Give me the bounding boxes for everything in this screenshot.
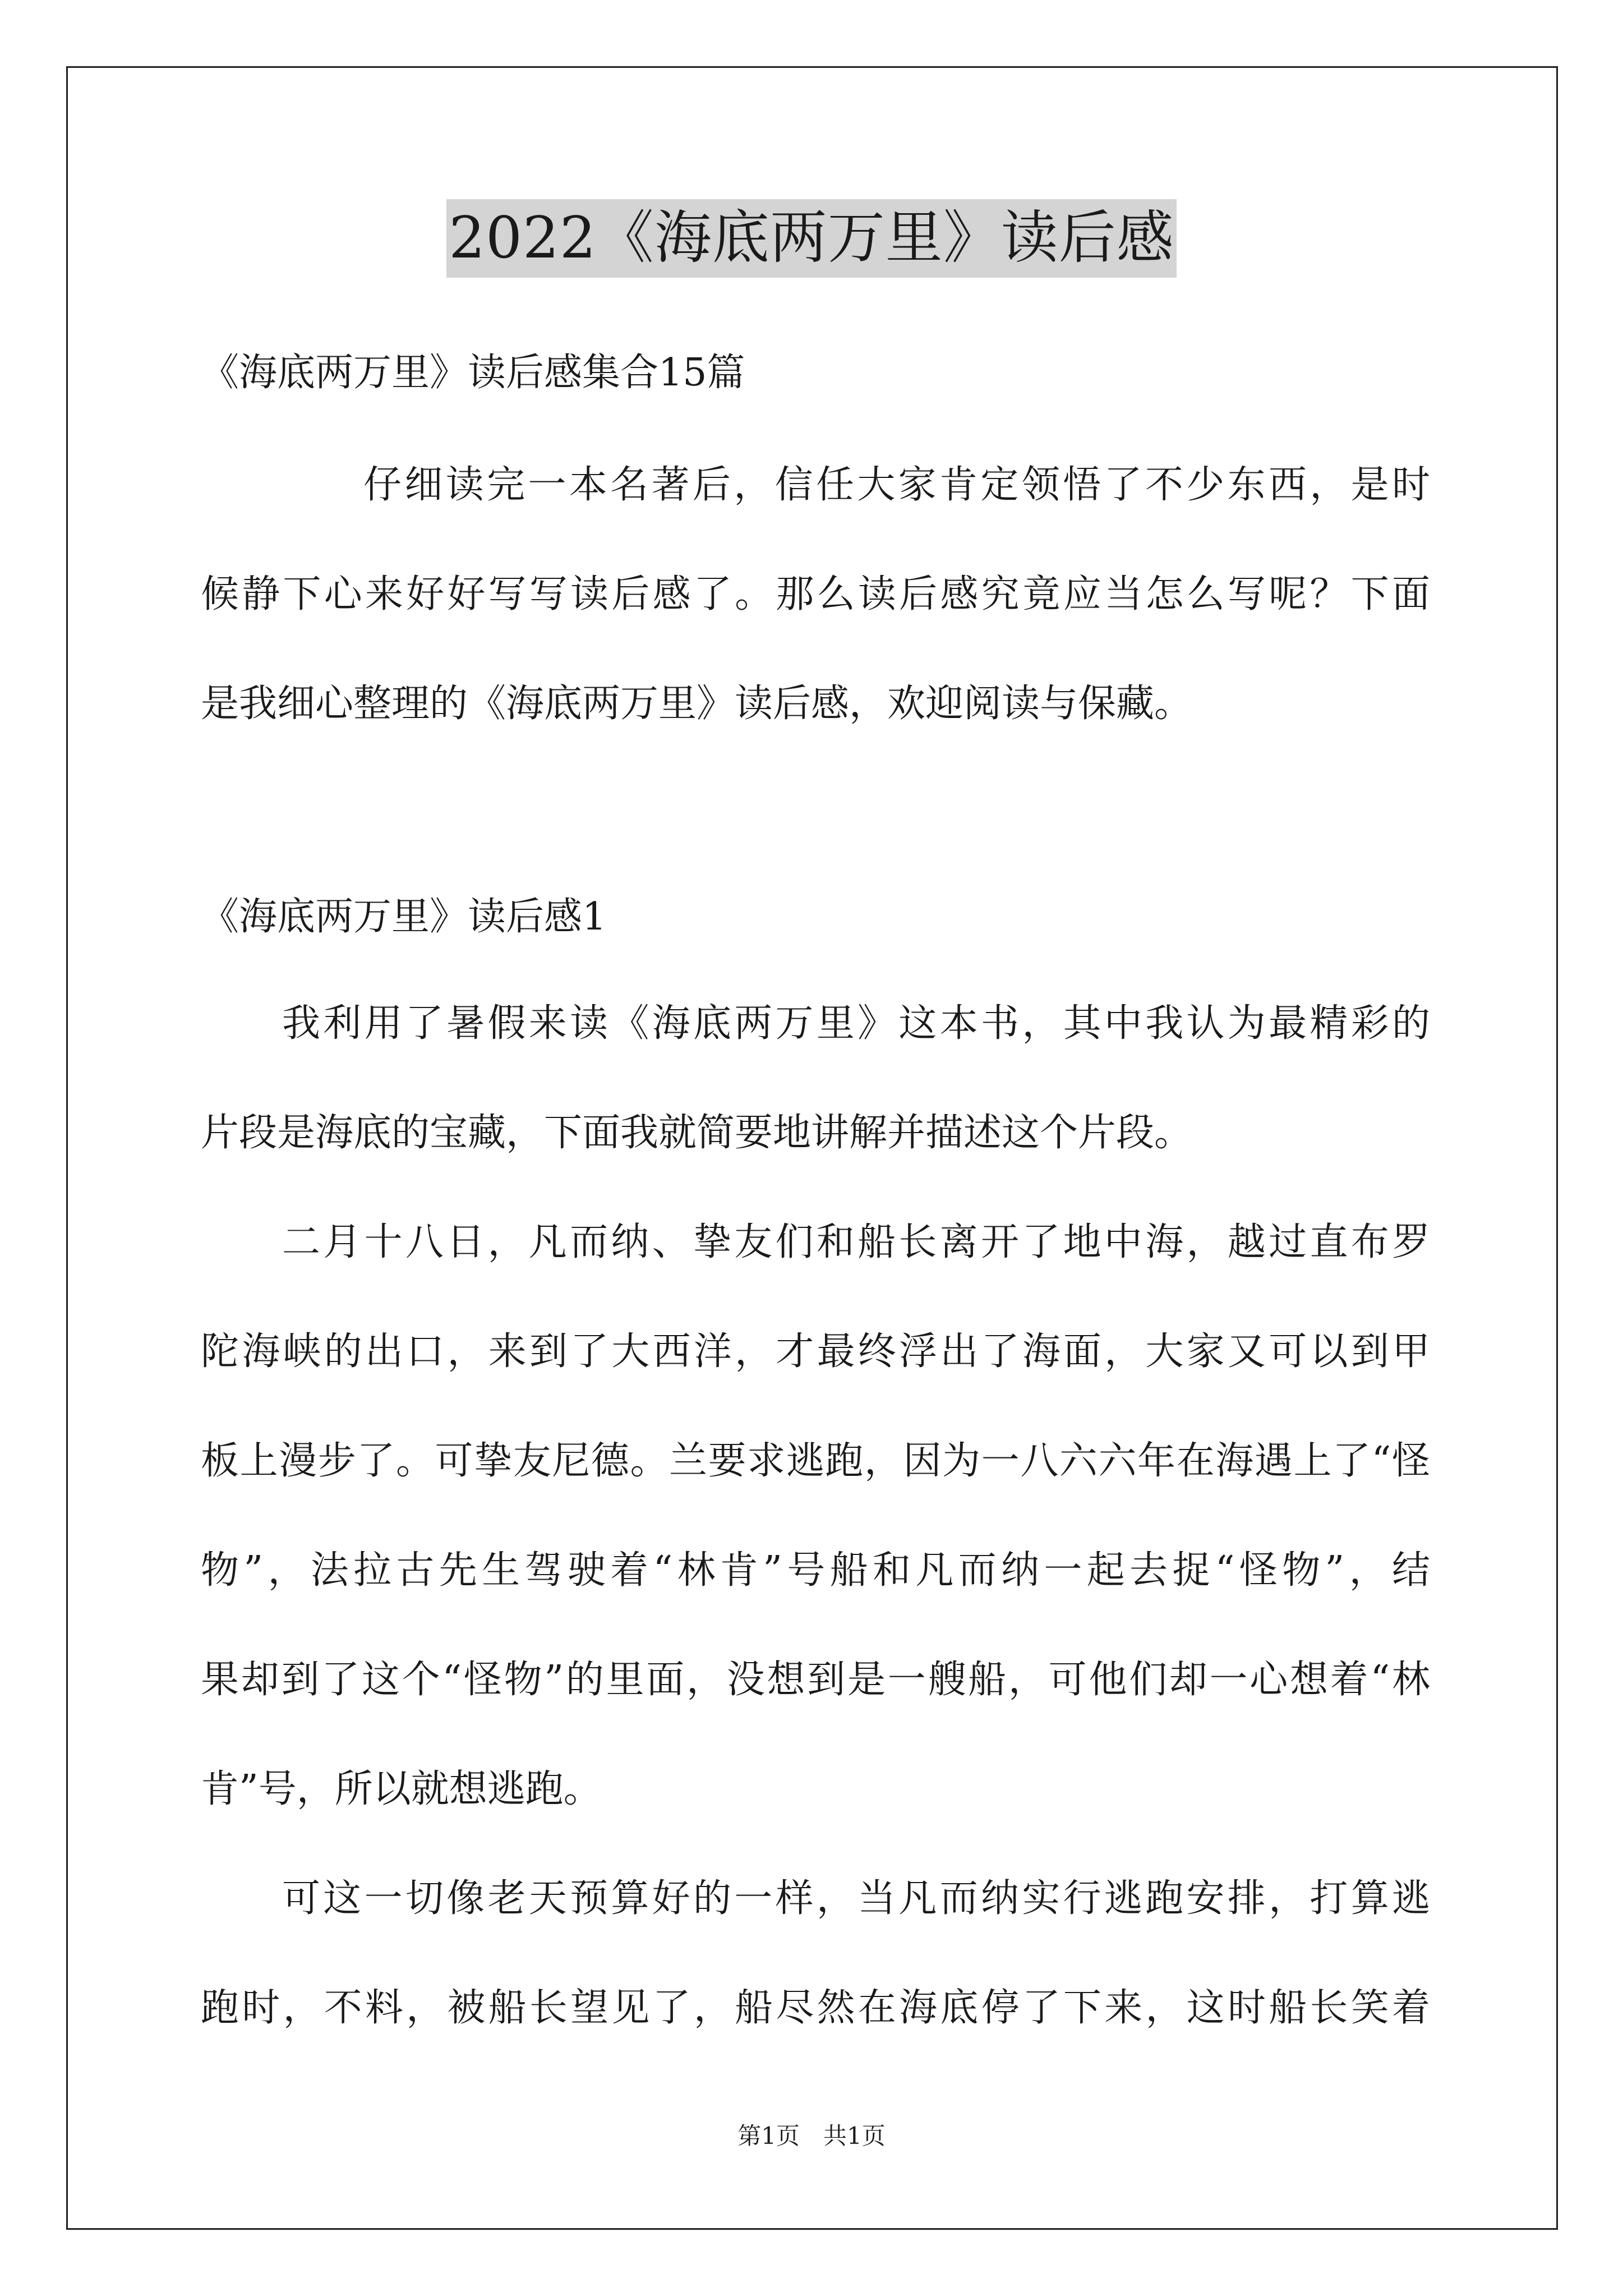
body-line-5: 板上漫步了。可挚友尼德。兰要求逃跑，因为一八六六年在海遇上了“怪 [201, 1439, 1430, 1483]
section-heading: 《海底两万里》读后感1 [201, 895, 607, 939]
body-line-7: 果却到了这个“怪物”的里面，没想到是一艘船，可他们却一心想着“林 [201, 1658, 1430, 1702]
body-line-4: 陀海峡的出口，来到了大西洋，才最终浮出了海面，大家又可以到甲 [201, 1329, 1430, 1374]
intro-line-3: 是我细心整理的《海底两万里》读后感，欢迎阅读与保藏。 [201, 682, 1193, 726]
body-line-2: 片段是海底的宝藏，下面我就简要地讲解并描述这个片段。 [201, 1111, 1193, 1155]
body-line-3: 二月十八日，凡而纳、挚友们和船长离开了地中海，越过直布罗 [282, 1220, 1430, 1264]
document-subtitle: 《海底两万里》读后感集合15篇 [201, 351, 745, 395]
body-line-8: 肯”号，所以就想逃跑。 [201, 1767, 602, 1811]
body-line-9: 可这一切像老天预算好的一样，当凡而纳实行逃跑安排，打算逃 [282, 1876, 1430, 1921]
intro-line-2: 候静下心来好好写写读后感了。那么读后感究竟应当怎么写呢？下面 [201, 572, 1430, 616]
body-line-10: 跑时，不料，被船长望见了，船尽然在海底停了下来，这时船长笑着 [201, 1986, 1430, 2030]
body-line-6: 物”，法拉古先生驾驶着“林肯”号船和凡而纳一起去捉“怪物”，结 [201, 1548, 1430, 1593]
page-footer: 第1页 共1页 [737, 2122, 886, 2150]
document-title: 2022《海底两万里》读后感 [446, 199, 1177, 278]
intro-line-1: 仔细读完一本名著后，信任大家肯定领悟了不少东西，是时 [363, 463, 1430, 507]
body-line-1: 我利用了暑假来读《海底两万里》这本书，其中我认为最精彩的 [282, 1001, 1430, 1046]
title-container [0, 199, 1623, 278]
